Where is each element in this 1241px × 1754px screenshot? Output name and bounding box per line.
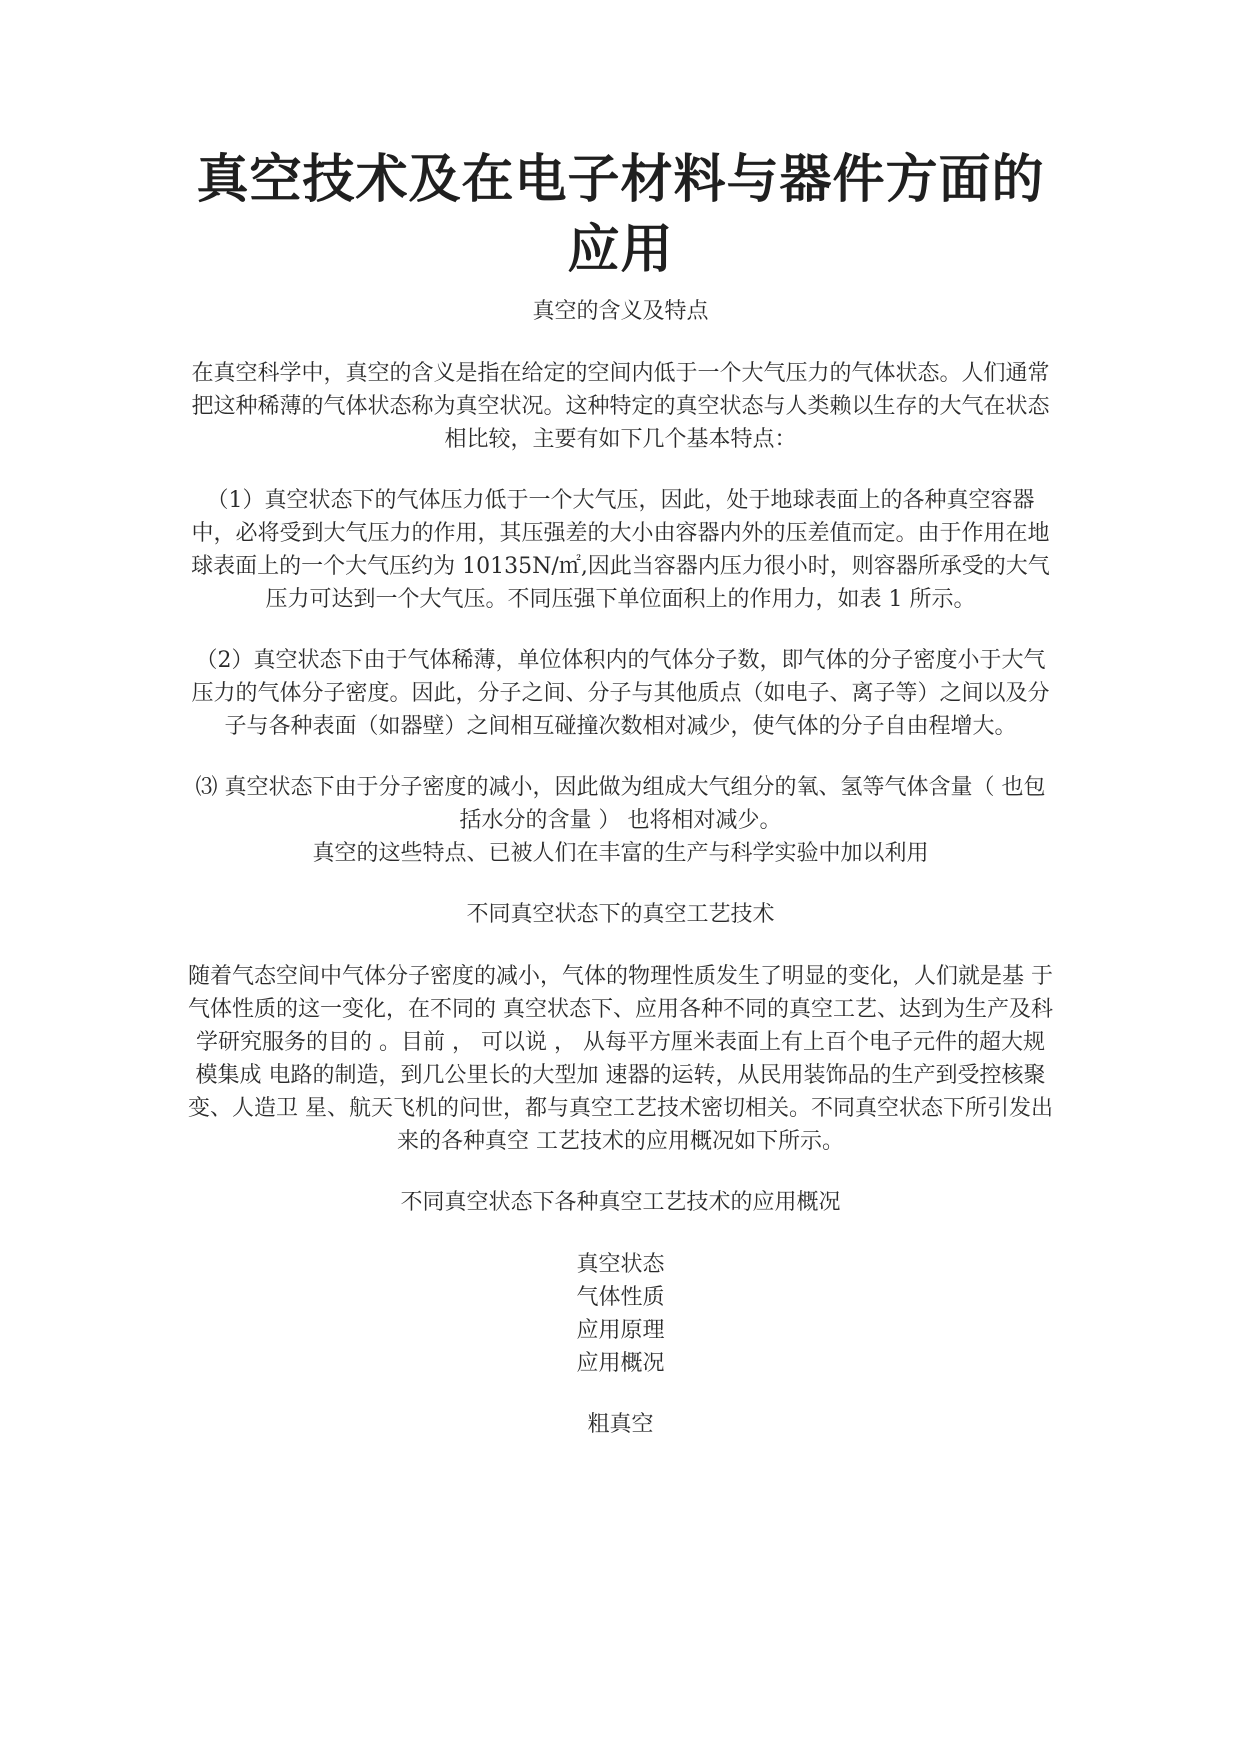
table-header-vacuum-state: 真空状态 [576,1252,665,1277]
point-1-paragraph: （1）真空状态下的气体压力低于一个大气压，因此，处于地球表面上的各种真空容器中，必将受到大气压力的作用，其压强差的大小由容器内外的压差值而定。由于作用在地球表面上的一个大气压约为 10135N/㎡,因此当容器内压力很小时，则容器所承受的大气压力可达到一个大气压。不同压强下单位面积上的作用力，如表 1 所示。 [191,488,1050,612]
section-heading-vacuum-meaning: 真空的含义及特点 [532,299,709,324]
table-caption: 不同真空状态下各种真空工艺技术的应用概况 [400,1190,841,1215]
point-2-paragraph: （2）真空状态下由于气体稀薄，单位体积内的气体分子数，即气体的分子密度小于大气压力的气体分子密度。因此，分子之间、分子与其他质点（如电子、离子等）之间以及分子与各种表面（如器壁）之间相互碰撞次数相对减少，使气体的分子自由程增大。 [191,648,1050,739]
table-first-row-label: 粗真空 [587,1412,654,1437]
point-3-paragraph: ⑶ 真空状态下由于分子密度的减小，因此做为组成大气组分的氧、氢等气体含量（ 也包括水分的含量 ） 也将相对减少。 [195,775,1046,833]
document-page [186,145,1055,1441]
table-header-principle: 应用原理 [576,1318,665,1343]
table-header-gas-property: 气体性质 [576,1285,665,1310]
point-3-note: 真空的这些特点、已被人们在丰富的生产与科学实验中加以利用 [312,841,929,866]
intro-paragraph: 在真空科学中，真空的含义是指在给定的空间内低于一个大气压力的气体状态。人们通常把这种稀薄的气体状态称为真空状况。这种特定的真空状态与人类赖以生存的大气在状态相比较，主要有如下几个基本特点： [191,361,1050,452]
document-title: 真空技术及在电子材料与器件方面的应用 [196,149,1045,280]
table-header-overview: 应用概况 [576,1351,665,1376]
section-2-body: 随着气态空间中气体分子密度的减小，气体的物理性质发生了明显的变化，人们就是基 于气体性质的这一变化，在不同的 真空状态下、应用各种不同的真空工艺、达到为生产及科学研究服务的目的 。目前 ， 可以说 ， 从每平方厘米表面上有上百个电子元件的超大规模集成 电路的制造，到几公里长的大型加 速器的运转，从民用装饰品的生产到受控核聚变、人造卫 星、航天飞机的问世，都与真空工艺技术密切相关。不同真空状态下所引发出来的各种真空 工艺技术的应用概况如下所示。 [188,964,1053,1154]
table-header-list [186,1248,1055,1380]
section-heading-process-tech: 不同真空状态下的真空工艺技术 [466,902,775,927]
